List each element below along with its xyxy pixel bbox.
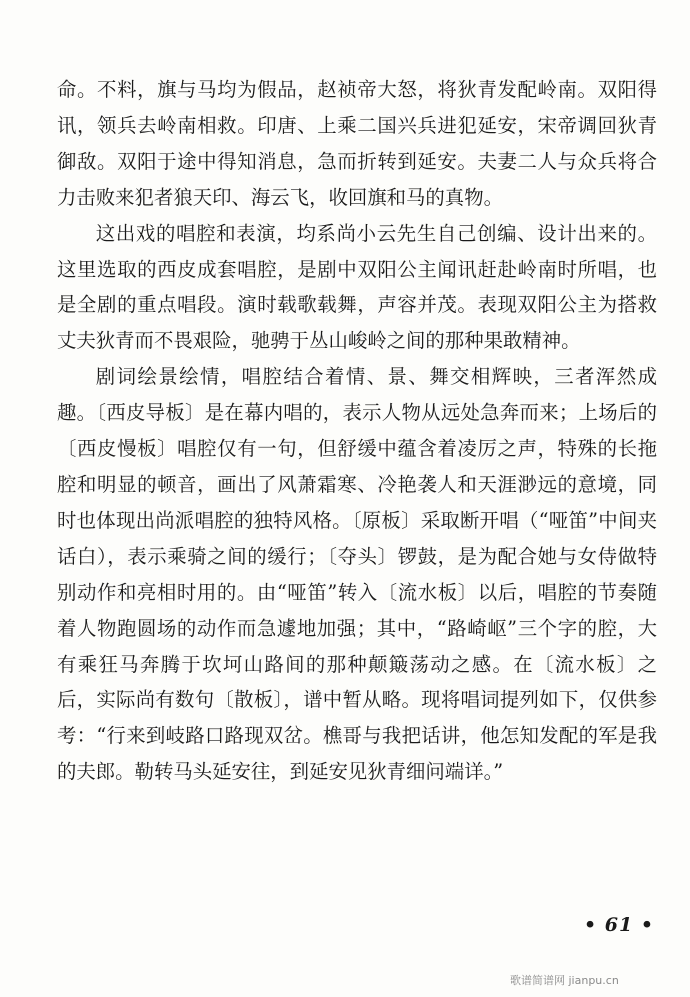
body-text (57, 72, 657, 790)
paragraph-lyrics-analysis: 剧词绘景绘情，唱腔结合着情、景、舞交相辉映，三者浑然成趣。〔西皮导板〕是在幕内唱的，表示人物从远处急奔而来；上场后的〔西皮慢板〕唱腔仅有一句，但舒缓中蕴含着凌厉之声，特殊的长拖腔和明显的顿音，画出了风萧霜寒、冷艳袭人和天涯渺远的意境，同时也体现出尚派唱腔的独特风格。〔原板〕采取断开唱（“哑笛”中间夹话白），表示乘骑之间的缓行；〔夺头〕锣鼓，是为配合她与女侍做特别动作和亮相时用的。由“哑笛”转入〔流水板〕以后，唱腔的节奏随着人物跑圆场的动作而急遽地加强；其中，“路崎岖”三个字的腔，大有乘狂马奔腾于坎坷山路间的那种颠簸荡动之感。在〔流水板〕之后，实际尚有数句〔散板〕，谱中暂从略。现将唱词提列如下，仅供参考：“行来到岐路口路现双岔。樵哥与我把话讲，他怎知发配的军是我的夫郎。勒转马头延安往，到延安见狄青细问端详。” (57, 365, 657, 784)
site-watermark: 歌谱简谱网 jianpu.cn (510, 974, 619, 987)
paragraph-plot-continuation: 命。不料，旗与马均为假品，赵祯帝大怒，将狄青发配岭南。双阳得讯，领兵去岭南相救。印唐、上乘二国兴兵进犯延安，宋帝调回狄青御敌。双阳于途中得知消息，急而折转到延安。夫妻二人与众兵将合力击败来犯者狼天印、海云飞，收回旗和马的真物。 (57, 78, 657, 209)
page-number: • 61 • (584, 914, 654, 936)
paragraph-singing-intro: 这出戏的唱腔和表演，均系尚小云先生自己创编、设计出来的。这里选取的西皮成套唱腔，是剧中双阳公主闻讯赶赴岭南时所唱，也是全剧的重点唱段。演时载歌载舞，声容并茂。表现双阳公主为搭救丈夫狄青而不畏艰险，驰骋于丛山峻岭之间的那种果敢精神。 (57, 221, 657, 353)
